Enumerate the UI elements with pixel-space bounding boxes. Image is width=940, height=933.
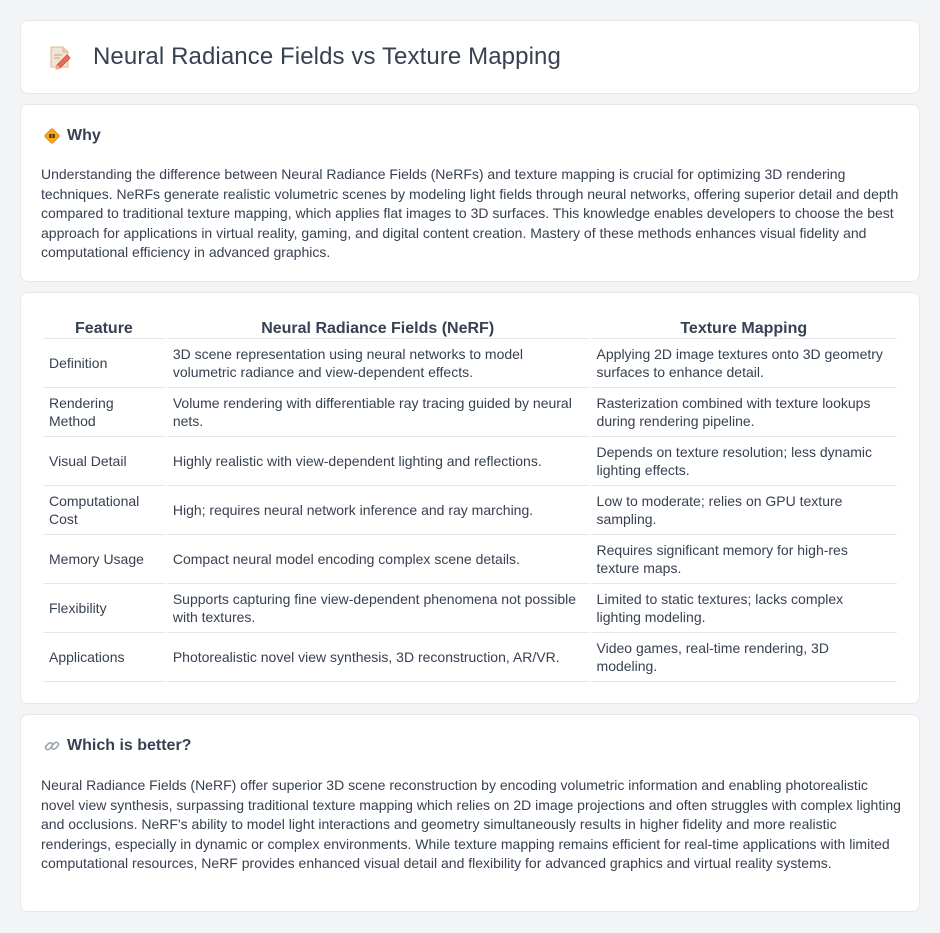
feature-cell: Memory Usage [43,535,165,584]
feature-cell: Applications [43,633,165,682]
better-title: Which is better? [67,737,192,754]
nerf-cell: Highly realistic with view-dependent lighting and reflections. [167,437,589,486]
table-row [43,437,897,486]
nerf-cell: Volume rendering with differentiable ray tracing guided by neural nets. [167,388,589,437]
table-row [43,339,897,388]
feature-cell: Rendering Method [43,388,165,437]
nerf-cell: 3D scene representation using neural networks to model volumetric radiance and view-dependent effects. [167,339,589,388]
feature-cell: Flexibility [43,584,165,633]
table-row [43,486,897,535]
feature-cell: Visual Detail [43,437,165,486]
texture-cell: Limited to static textures; lacks complex lighting modeling. [591,584,897,633]
better-text: Neural Radiance Fields (NeRF) offer superior 3D scene reconstruction by encoding volumetric information and enabling photorealistic novel view synthesis, surpassing traditional texture mapping which relies on 2D image projections and often struggles with complex lighting and occlusions. NeRF's ability to model light interactions and geometry simultaneously results in higher fidelity and more realistic renderings, especially in dynamic or complex environments. While texture mapping remains efficient for real-time applications with limited computational resources, NeRF provides enhanced visual detail and flexibility for advanced graphics and virtual reality systems. [41,777,901,871]
table-row [43,584,897,633]
why-title: Why [67,127,101,144]
nerf-cell: Supports capturing fine view-dependent phenomena not possible with textures. [167,584,589,633]
nerf-cell: High; requires neural network inference and ray marching. [167,486,589,535]
feature-cell: Definition [43,339,165,388]
table-row [43,633,897,682]
texture-cell: Depends on texture resolution; less dynamic lighting effects. [591,437,897,486]
link-icon [43,737,61,755]
title-row [47,43,561,71]
title-card [20,20,920,94]
nerf-cell: Compact neural model encoding complex scene details. [167,535,589,584]
table-header-row [43,317,897,339]
nerf-cell: Photorealistic novel view synthesis, 3D reconstruction, AR/VR. [167,633,589,682]
comparison-table [41,317,899,682]
feature-cell: Computational Cost [43,486,165,535]
comparison-section [20,292,920,704]
column-header-nerf: Neural Radiance Fields (NeRF) [167,317,589,339]
page-title: Neural Radiance Fields vs Texture Mapping [93,43,561,70]
why-section [20,104,920,282]
why-heading [43,127,101,145]
column-header-texture-mapping: Texture Mapping [591,317,897,339]
why-text: Understanding the difference between Neural Radiance Fields (NeRFs) and texture mapping is crucial for optimizing 3D rendering techniques. NeRFs generate realistic volumetric scenes by modeling light fields through neural networks, offering superior detail and depth compared to traditional texture mapping, which applies flat images to 3D surfaces. This knowledge enables developers to choose the best approach for applications in virtual reality, gaming, and digital content creation. Mastery of these methods enhances visual fidelity and computational efficiency in advanced graphics. [41,166,899,260]
table-row [43,535,897,584]
column-header-feature: Feature [43,317,165,339]
texture-cell: Rasterization combined with texture lookups during rendering pipeline. [591,388,897,437]
texture-cell: Low to moderate; relies on GPU texture sampling. [591,486,897,535]
table-row [43,388,897,437]
document-pencil-icon [47,44,73,70]
texture-cell: Applying 2D image textures onto 3D geometry surfaces to enhance detail. [591,339,897,388]
warning-sign-icon [43,127,61,145]
which-is-better-section [20,714,920,912]
texture-cell: Requires significant memory for high-res texture maps. [591,535,897,584]
better-heading [43,737,191,755]
texture-cell: Video games, real-time rendering, 3D modeling. [591,633,897,682]
